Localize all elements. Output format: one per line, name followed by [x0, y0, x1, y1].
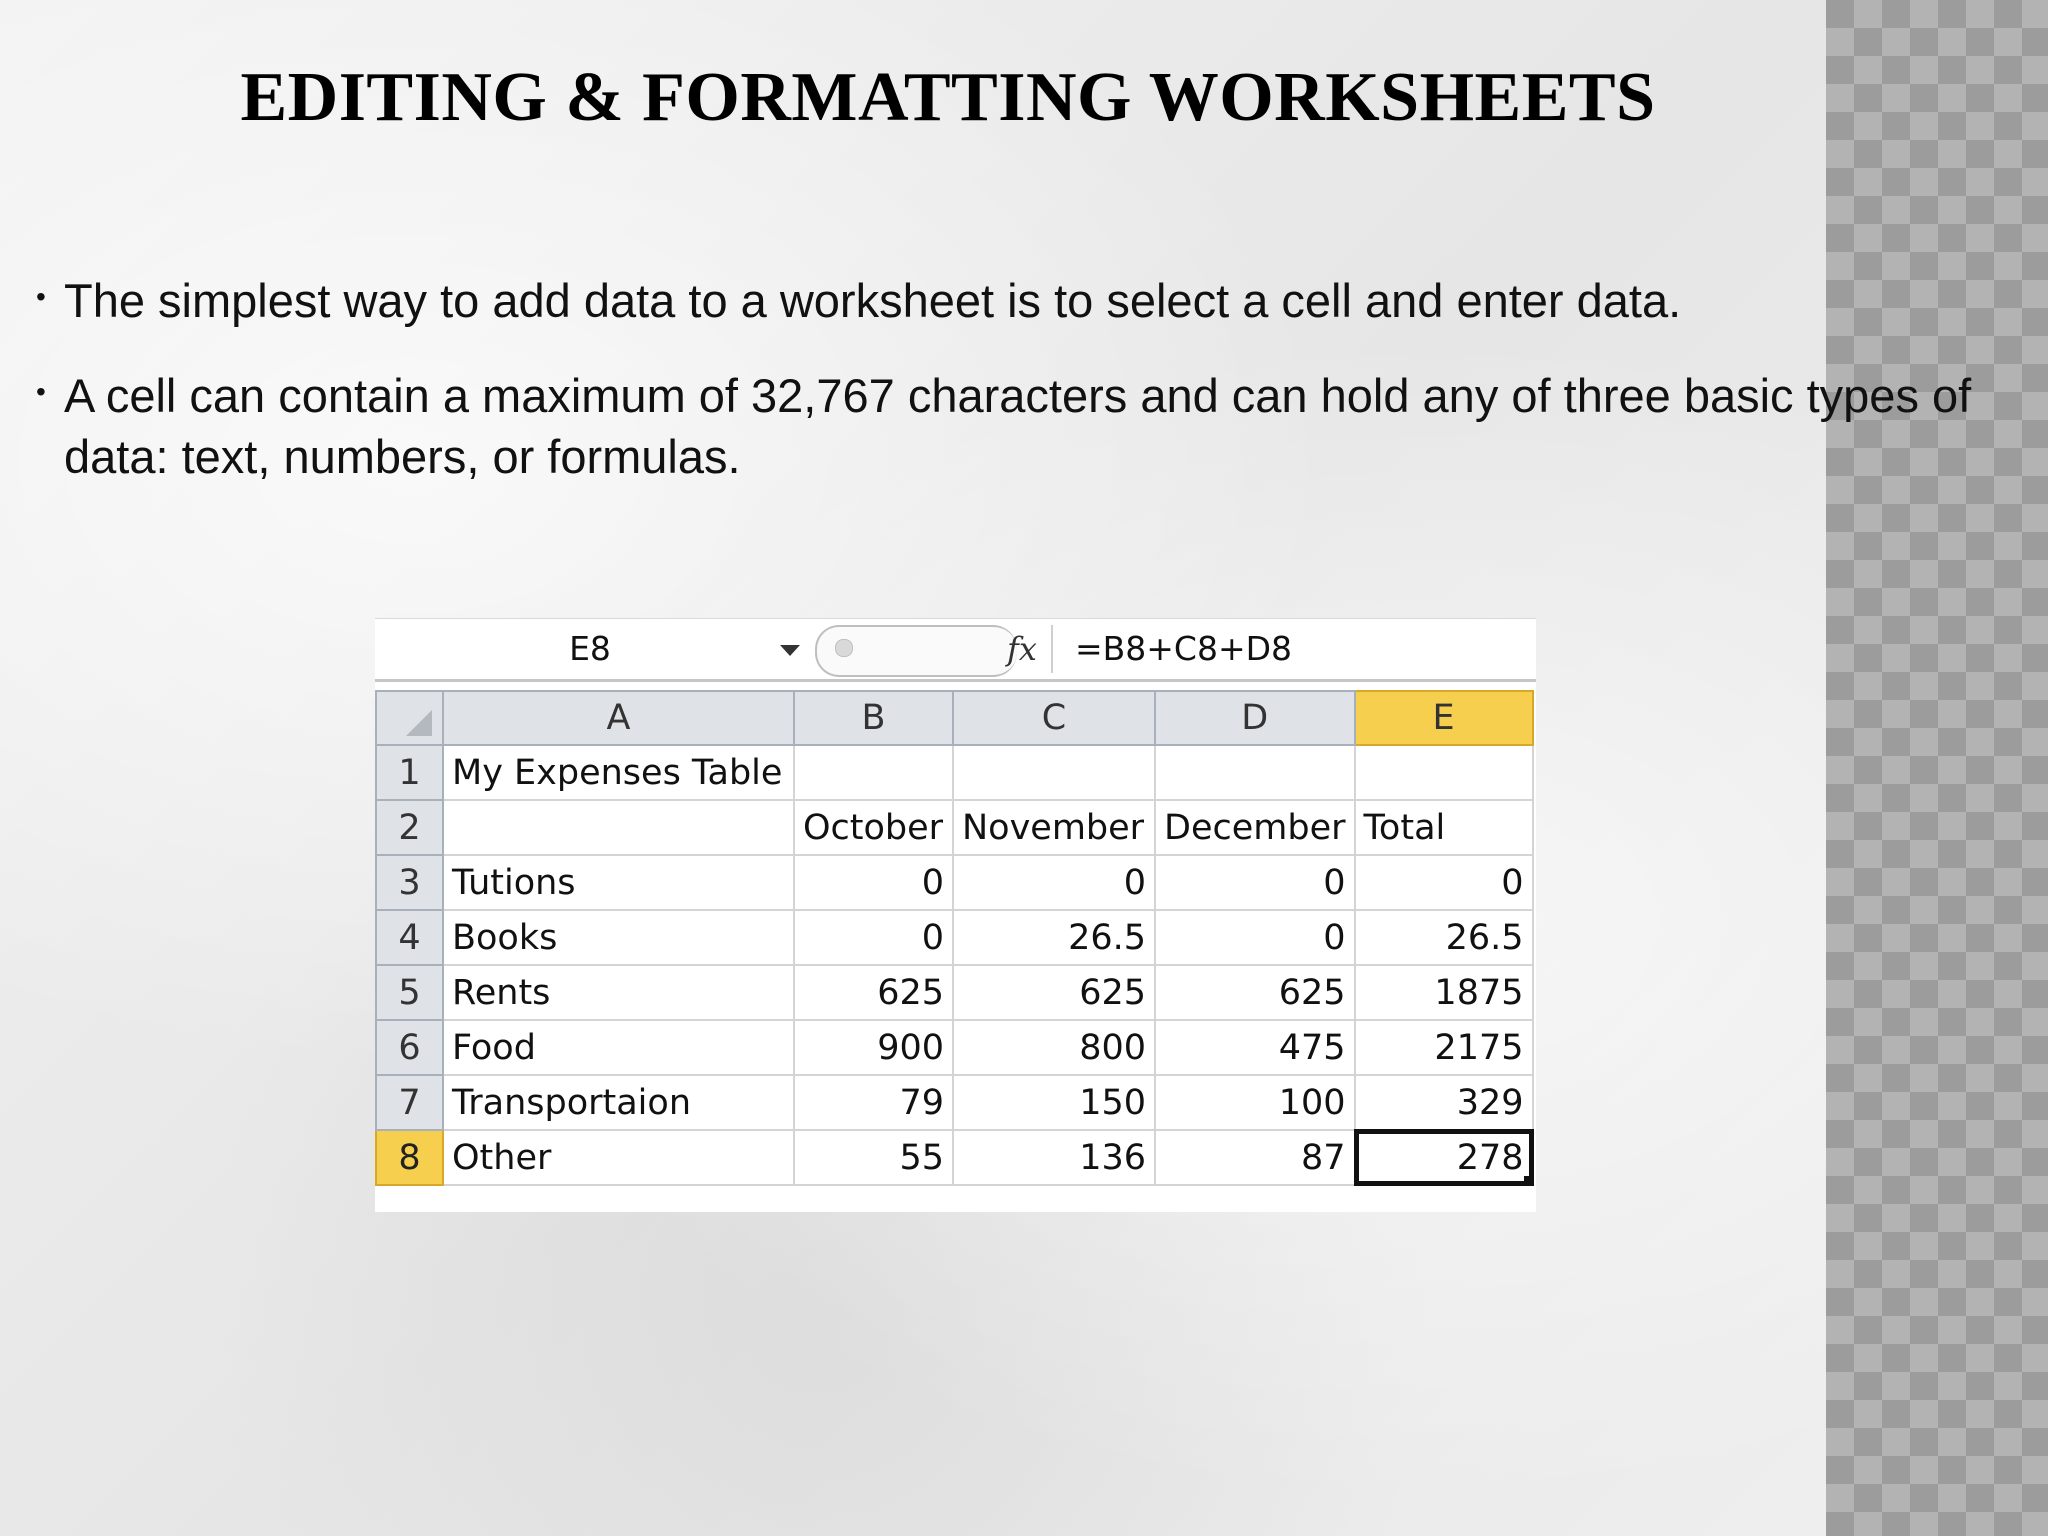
row-header[interactable]: 7	[376, 1075, 443, 1130]
row-header[interactable]: 3	[376, 855, 443, 910]
cell-b2[interactable]: October	[794, 800, 953, 855]
bullet-item	[30, 270, 1990, 331]
cell-a1[interactable]: My Expenses Table	[443, 745, 794, 800]
decorative-side-band	[1826, 0, 2048, 1536]
formula-bar	[375, 618, 1536, 682]
cell-e3[interactable]: 0	[1355, 855, 1533, 910]
cell-d6[interactable]: 475	[1155, 1020, 1355, 1075]
table-row	[376, 745, 1533, 800]
row-header[interactable]: 6	[376, 1020, 443, 1075]
table-row	[376, 1075, 1533, 1130]
table-row	[376, 1130, 1533, 1185]
cell-b7[interactable]: 79	[794, 1075, 953, 1130]
row-header[interactable]: 5	[376, 965, 443, 1020]
fx-separator	[1051, 625, 1053, 673]
bullet-list	[30, 270, 1990, 521]
cell-e2[interactable]: Total	[1355, 800, 1533, 855]
bullet-icon: •	[36, 376, 46, 407]
cell-c7[interactable]: 150	[953, 1075, 1155, 1130]
cell-e8[interactable]: 278	[1355, 1130, 1533, 1185]
cell-e6[interactable]: 2175	[1355, 1020, 1533, 1075]
cell-c1[interactable]	[953, 745, 1155, 800]
cell-d7[interactable]: 100	[1155, 1075, 1355, 1130]
column-header-a[interactable]: A	[443, 691, 794, 745]
cell-a5[interactable]: Rents	[443, 965, 794, 1020]
spreadsheet-screenshot	[375, 618, 1536, 1212]
name-box[interactable]: E8	[569, 629, 611, 668]
cell-b4[interactable]: 0	[794, 910, 953, 965]
cell-c2[interactable]: November	[953, 800, 1155, 855]
resize-handle-icon[interactable]	[835, 639, 853, 657]
table-row	[376, 855, 1533, 910]
table-row	[376, 1020, 1533, 1075]
cell-b8[interactable]: 55	[794, 1130, 953, 1185]
slide-title: EDITING & FORMATTING WORKSHEETS	[240, 59, 1656, 136]
cell-a4[interactable]: Books	[443, 910, 794, 965]
cell-a6[interactable]: Food	[443, 1020, 794, 1075]
cell-b5[interactable]: 625	[794, 965, 953, 1020]
cell-a7[interactable]: Transportaion	[443, 1075, 794, 1130]
bullet-icon: •	[36, 281, 46, 312]
select-all-corner[interactable]	[376, 691, 443, 745]
formula-input[interactable]: =B8+C8+D8	[1075, 629, 1293, 668]
column-header-d[interactable]: D	[1155, 691, 1355, 745]
cell-d5[interactable]: 625	[1155, 965, 1355, 1020]
cell-d2[interactable]: December	[1155, 800, 1355, 855]
worksheet-grid	[375, 690, 1534, 1186]
cell-e7[interactable]: 329	[1355, 1075, 1533, 1130]
column-header-c[interactable]: C	[953, 691, 1155, 745]
cell-c5[interactable]: 625	[953, 965, 1155, 1020]
column-header-row	[376, 691, 1533, 745]
cell-e4[interactable]: 26.5	[1355, 910, 1533, 965]
chevron-down-icon[interactable]	[780, 645, 800, 656]
cell-e5[interactable]: 1875	[1355, 965, 1533, 1020]
column-header-e[interactable]: E	[1355, 691, 1533, 745]
fill-handle[interactable]	[1524, 1176, 1533, 1185]
cell-a8[interactable]: Other	[443, 1130, 794, 1185]
cell-d8[interactable]: 87	[1155, 1130, 1355, 1185]
select-all-icon	[406, 710, 432, 736]
cell-d4[interactable]: 0	[1155, 910, 1355, 965]
cell-c4[interactable]: 26.5	[953, 910, 1155, 965]
row-header[interactable]: 2	[376, 800, 443, 855]
bullet-item	[30, 365, 1990, 487]
bullet-text: The simplest way to add data to a worksheet is to select a cell and enter data.	[64, 274, 1682, 327]
cell-c6[interactable]: 800	[953, 1020, 1155, 1075]
cell-a3[interactable]: Tutions	[443, 855, 794, 910]
cell-b1[interactable]	[794, 745, 953, 800]
fx-icon[interactable]: fx	[1007, 630, 1037, 668]
table-row	[376, 910, 1533, 965]
cell-b6[interactable]: 900	[794, 1020, 953, 1075]
row-header[interactable]: 4	[376, 910, 443, 965]
table-row	[376, 800, 1533, 855]
cell-c3[interactable]: 0	[953, 855, 1155, 910]
cell-d3[interactable]: 0	[1155, 855, 1355, 910]
table-row	[376, 965, 1533, 1020]
column-header-b[interactable]: B	[794, 691, 953, 745]
row-header[interactable]: 1	[376, 745, 443, 800]
cell-b3[interactable]: 0	[794, 855, 953, 910]
bullet-text: A cell can contain a maximum of 32,767 characters and can hold any of three basic types of data: text, numbers, or formulas.	[64, 369, 1972, 483]
cell-d1[interactable]	[1155, 745, 1355, 800]
cell-e1[interactable]	[1355, 745, 1533, 800]
cell-a2[interactable]	[443, 800, 794, 855]
row-header[interactable]: 8	[376, 1130, 443, 1185]
cell-c8[interactable]: 136	[953, 1130, 1155, 1185]
